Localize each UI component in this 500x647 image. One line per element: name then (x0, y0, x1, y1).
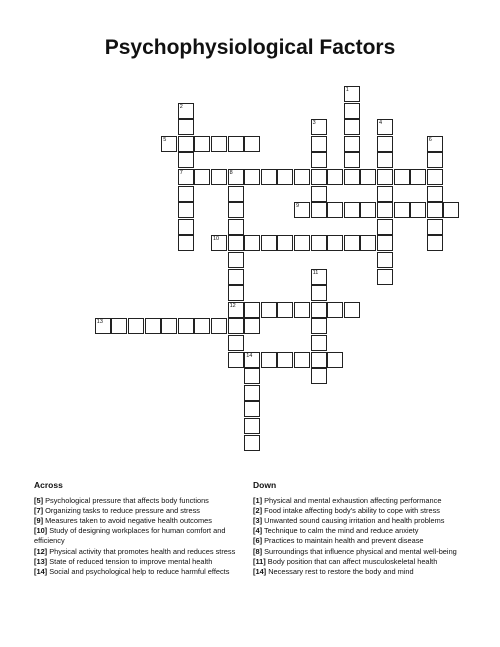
clue-number-label: [1] (253, 496, 263, 506)
crossword-cell[interactable] (261, 235, 277, 251)
crossword-cell[interactable] (194, 136, 210, 152)
crossword-cell[interactable] (178, 169, 194, 185)
crossword-cell[interactable] (244, 169, 260, 185)
clue-number-label: [12] (34, 546, 48, 556)
crossword-cell[interactable] (427, 169, 443, 185)
clue-text: Study of designing workplaces for human comfort and efficiency (34, 526, 226, 546)
crossword-cell[interactable] (344, 202, 360, 218)
clue-number: 2 (179, 103, 183, 110)
down-clue (253, 536, 468, 546)
crossword-cell[interactable] (178, 219, 194, 235)
crossword-cell[interactable] (228, 352, 244, 368)
crossword-cell[interactable] (277, 235, 293, 251)
crossword-cell[interactable] (394, 202, 410, 218)
clue-text: Practices to maintain health and prevent disease (262, 536, 424, 546)
clue-number-label: [8] (253, 546, 263, 556)
crossword-cell[interactable] (427, 186, 443, 202)
crossword-cell[interactable] (211, 169, 227, 185)
crossword-cell[interactable] (294, 302, 310, 318)
crossword-cell[interactable] (360, 202, 376, 218)
clue-number: 8 (229, 170, 233, 176)
down-clue (253, 547, 468, 557)
crossword-cell[interactable] (311, 202, 327, 218)
clue-number-label: [11] (253, 556, 266, 566)
crossword-cell[interactable] (244, 235, 260, 251)
crossword-cell[interactable] (344, 152, 360, 168)
clue-number-label: [13] (34, 556, 48, 566)
crossword-cell[interactable] (178, 103, 194, 119)
crossword-cell[interactable] (178, 119, 194, 135)
crossword-cell[interactable] (228, 186, 244, 202)
across-clue (34, 526, 252, 546)
crossword-cell[interactable] (311, 302, 327, 318)
down-clue (253, 557, 468, 567)
crossword-cell[interactable] (344, 86, 360, 102)
crossword-cell[interactable] (161, 318, 177, 334)
crossword-cell[interactable] (244, 302, 260, 318)
clue-text: Food intake affecting body's ability to cope with stress (262, 506, 440, 516)
crossword-cell[interactable] (344, 136, 360, 152)
clue-number: 10 (213, 236, 220, 243)
across-clue (34, 547, 252, 557)
clue-text: State of reduced tension to improve mental health (47, 556, 213, 566)
crossword-cell[interactable] (228, 235, 244, 251)
crossword-cell[interactable] (228, 302, 244, 318)
crossword-cell[interactable] (377, 169, 393, 185)
crossword-cell[interactable] (161, 136, 177, 152)
crossword-cell[interactable] (327, 169, 343, 185)
down-heading: Down (253, 480, 277, 490)
clue-number: 13 (96, 319, 103, 326)
down-clues (253, 480, 468, 577)
clue-text: Body position that can affect musculoskeletal health (265, 556, 438, 566)
crossword-cell[interactable] (244, 352, 260, 368)
across-clue (34, 516, 252, 526)
crossword-cell[interactable] (294, 169, 310, 185)
crossword-cell[interactable] (377, 119, 393, 135)
crossword-cell[interactable] (311, 119, 327, 135)
crossword-cell[interactable] (327, 202, 343, 218)
clue-text: Physical activity that promotes health and reduces stress (47, 546, 236, 556)
crossword-cell[interactable] (178, 235, 194, 251)
clue-number: 6 (428, 136, 432, 143)
crossword-cell[interactable] (178, 318, 194, 334)
crossword-cell[interactable] (228, 136, 244, 152)
crossword-cell[interactable] (394, 169, 410, 185)
crossword-cell[interactable] (327, 302, 343, 318)
across-clue (34, 496, 252, 506)
crossword-cell[interactable] (327, 352, 343, 368)
clue-number: 11 (312, 269, 319, 276)
crossword-cell[interactable] (311, 169, 327, 185)
across-clue-list (34, 496, 252, 577)
down-clue (253, 516, 468, 526)
clue-number-label: [10] (34, 526, 48, 536)
down-clue (253, 526, 468, 536)
crossword-cell[interactable] (410, 202, 426, 218)
clue-text: Surroundings that influence physical and mental well-being (262, 546, 457, 556)
crossword-cell[interactable] (178, 136, 194, 152)
crossword-cell[interactable] (228, 335, 244, 351)
crossword-cell[interactable] (244, 368, 260, 384)
clue-number-label: [14] (34, 566, 48, 576)
crossword-cell[interactable] (211, 235, 227, 251)
crossword-cell[interactable] (311, 235, 327, 251)
clue-text: Organizing tasks to reduce pressure and stress (43, 506, 200, 516)
crossword-cell[interactable] (128, 318, 144, 334)
clue-text: Necessary rest to restore the body and mind (266, 566, 414, 576)
crossword-cell[interactable] (244, 385, 260, 401)
crossword-cell[interactable] (427, 235, 443, 251)
crossword-cell[interactable] (277, 352, 293, 368)
crossword-cell[interactable] (311, 352, 327, 368)
crossword-cell[interactable] (311, 335, 327, 351)
crossword-cell[interactable] (228, 285, 244, 301)
crossword-cell[interactable] (344, 302, 360, 318)
clue-text: Technique to calm the mind and reduce anxiety (262, 526, 419, 536)
crossword-cell[interactable] (311, 368, 327, 384)
crossword-cell[interactable] (311, 269, 327, 285)
clue-text: Social and psychological help to reduce harmful effects (47, 566, 230, 576)
across-clues (34, 480, 252, 577)
crossword-cell[interactable] (427, 202, 443, 218)
clue-number-label: [2] (253, 506, 263, 516)
crossword-cell[interactable] (228, 202, 244, 218)
crossword-cell[interactable] (360, 235, 376, 251)
crossword-cell[interactable] (145, 318, 161, 334)
crossword-cell[interactable] (194, 318, 210, 334)
crossword-cell[interactable] (244, 136, 260, 152)
crossword-cell[interactable] (211, 318, 227, 334)
crossword-cell[interactable] (344, 235, 360, 251)
crossword-cell[interactable] (294, 235, 310, 251)
clue-number: 7 (179, 170, 183, 176)
crossword-cell[interactable] (427, 152, 443, 168)
crossword-cell[interactable] (377, 269, 393, 285)
crossword-cell[interactable] (294, 352, 310, 368)
crossword-cell[interactable] (178, 152, 194, 168)
clue-number-label: [7] (34, 506, 44, 516)
crossword-cell[interactable] (443, 202, 459, 218)
crossword-cell[interactable] (311, 186, 327, 202)
crossword-cell[interactable] (294, 202, 310, 218)
crossword-cell[interactable] (228, 219, 244, 235)
crossword-cell[interactable] (277, 302, 293, 318)
crossword-cell[interactable] (427, 219, 443, 235)
clue-number-label: [9] (34, 516, 44, 526)
crossword-cell[interactable] (277, 169, 293, 185)
crossword-cell[interactable] (311, 152, 327, 168)
clue-text: Unwanted sound causing irritation and health problems (262, 516, 445, 526)
crossword-cell[interactable] (194, 169, 210, 185)
crossword-cell[interactable] (311, 136, 327, 152)
crossword-cell[interactable] (228, 269, 244, 285)
crossword-cell[interactable] (377, 202, 393, 218)
crossword-cell[interactable] (111, 318, 127, 334)
crossword-cell[interactable] (344, 103, 360, 119)
down-clue (253, 496, 468, 506)
clue-number-label: [4] (253, 526, 263, 536)
crossword-cell[interactable] (377, 152, 393, 168)
clue-text: Measures taken to avoid negative health outcomes (43, 516, 212, 526)
page-title: Psychophysiological Factors (104, 36, 396, 59)
crossword-cell[interactable] (327, 235, 343, 251)
crossword-cell[interactable] (344, 169, 360, 185)
clue-number: 5 (163, 136, 167, 143)
crossword-cell[interactable] (261, 302, 277, 318)
crossword-cell[interactable] (211, 136, 227, 152)
clue-number: 9 (296, 203, 300, 210)
across-heading: Across (34, 480, 63, 490)
crossword-cell[interactable] (311, 318, 327, 334)
crossword-cell[interactable] (244, 418, 260, 434)
clue-number-label: [14] (253, 566, 267, 576)
across-clue (34, 557, 252, 567)
clue-text: Physical and mental exhaustion affecting performance (262, 496, 442, 506)
crossword-cell[interactable] (95, 318, 111, 334)
crossword-cell[interactable] (377, 136, 393, 152)
clue-number: 14 (246, 352, 253, 359)
crossword-cell[interactable] (344, 119, 360, 135)
crossword-cell[interactable] (178, 202, 194, 218)
down-clue (253, 506, 468, 516)
crossword-cell[interactable] (178, 186, 194, 202)
crossword-cell[interactable] (410, 169, 426, 185)
down-clue-list (253, 496, 468, 577)
across-clue (34, 567, 252, 577)
across-clue (34, 506, 252, 516)
crossword-cell[interactable] (261, 169, 277, 185)
crossword-cell[interactable] (228, 318, 244, 334)
clue-number: 3 (312, 120, 316, 127)
clue-number-label: [6] (253, 536, 263, 546)
clue-number-label: [3] (253, 516, 263, 526)
clue-number: 12 (229, 302, 236, 309)
crossword-cell[interactable] (427, 136, 443, 152)
crossword-cell[interactable] (261, 352, 277, 368)
crossword-cell[interactable] (228, 169, 244, 185)
clue-number: 4 (379, 120, 383, 127)
crossword-cell[interactable] (311, 285, 327, 301)
crossword-cell[interactable] (244, 401, 260, 417)
down-clue (253, 567, 468, 577)
crossword-cell[interactable] (377, 252, 393, 268)
crossword-cell[interactable] (244, 318, 260, 334)
crossword-cell[interactable] (244, 435, 260, 451)
crossword-cell[interactable] (377, 235, 393, 251)
crossword-cell[interactable] (360, 169, 376, 185)
crossword-cell[interactable] (377, 219, 393, 235)
crossword-cell[interactable] (377, 186, 393, 202)
clue-text: Psychological pressure that affects body functions (43, 496, 209, 506)
clue-number: 1 (345, 87, 349, 93)
crossword-cell[interactable] (228, 252, 244, 268)
clue-number-label: [5] (34, 496, 44, 506)
